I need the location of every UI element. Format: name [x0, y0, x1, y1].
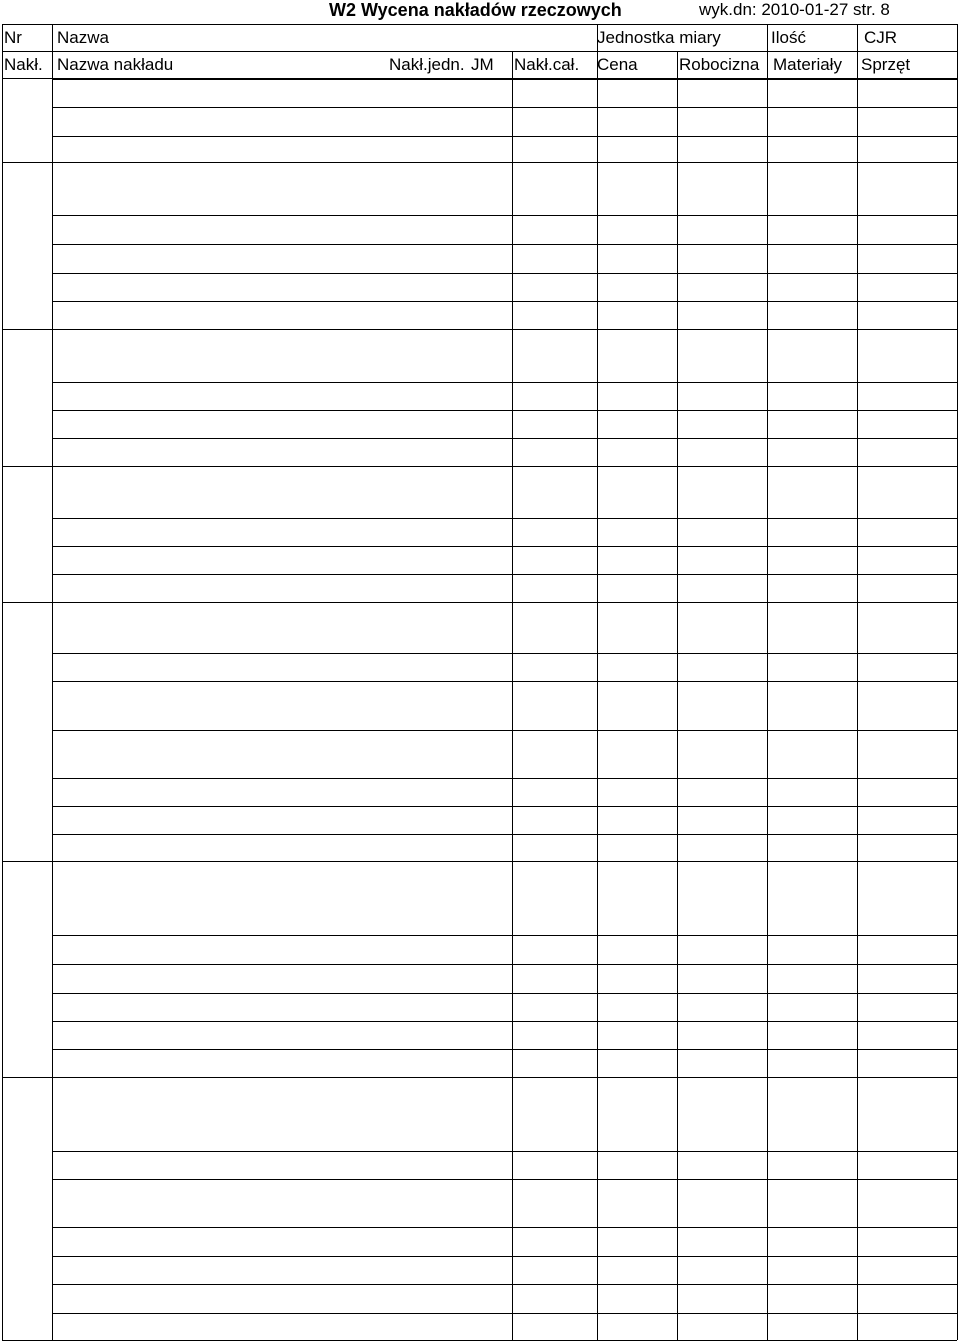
- grid-line: [957, 24, 958, 1340]
- grid-line: [2, 1340, 957, 1341]
- grid-line: [52, 993, 957, 994]
- grid-line: [2, 24, 3, 1340]
- grid-line: [52, 681, 957, 682]
- grid-line: [52, 273, 957, 274]
- col-jm-header: Jednostka miary: [597, 28, 721, 47]
- grid-line: [52, 215, 957, 216]
- grid-line: [52, 1179, 957, 1180]
- grid-line: [52, 806, 957, 807]
- grid-line: [2, 466, 957, 467]
- grid-line: [52, 301, 957, 302]
- col-cena-header: Cena: [597, 55, 638, 74]
- grid-line: [52, 730, 957, 731]
- col-cjr-header: CJR: [864, 28, 898, 47]
- grid-line: [2, 1077, 957, 1078]
- grid-line: [52, 1151, 957, 1152]
- col-nakl-cal-header: Nakł.cał.: [514, 55, 580, 74]
- grid-line: [2, 24, 957, 25]
- col-nr-header: Nr: [4, 28, 22, 47]
- col-nazwa-header: Nazwa: [57, 28, 109, 47]
- grid-line: [52, 1284, 957, 1285]
- grid-line: [2, 162, 957, 163]
- grid-line: [52, 935, 957, 936]
- grid-line: [52, 1256, 957, 1257]
- col-sprzet-header: Sprzęt: [861, 55, 911, 74]
- grid-line: [2, 861, 957, 862]
- grid-line: [52, 438, 957, 439]
- grid-line: [52, 574, 957, 575]
- col-nazwa-nakladu-header: Nazwa nakładu: [57, 55, 174, 74]
- grid-line: [2, 51, 957, 52]
- report-meta: wyk.dn: 2010-01-27 str. 8: [699, 0, 890, 19]
- grid-line: [52, 1313, 957, 1314]
- grid-line: [52, 778, 957, 779]
- grid-line: [52, 518, 957, 519]
- grid-line: [52, 410, 957, 411]
- grid-line: [52, 244, 957, 245]
- grid-line: [52, 964, 957, 965]
- col-nakl-header: Nakł.: [4, 55, 43, 74]
- col-nakl-jedn-header: Nakł.jedn.: [389, 55, 465, 74]
- grid-line: [52, 834, 957, 835]
- grid-line: [2, 329, 957, 330]
- grid-line: [52, 546, 957, 547]
- col-jm2-header: JM: [471, 55, 494, 74]
- grid-line: [52, 79, 957, 80]
- col-materialy-header: Materiały: [773, 55, 842, 74]
- grid-line: [52, 1049, 957, 1050]
- grid-line: [52, 382, 957, 383]
- grid-line: [597, 24, 598, 51]
- col-ilosc-header: Ilość: [771, 28, 806, 47]
- grid-line: [52, 1227, 957, 1228]
- grid-line: [52, 136, 957, 137]
- grid-line: [857, 24, 858, 51]
- grid-line: [52, 24, 53, 51]
- col-robocizna-header: Robocizna: [679, 55, 760, 74]
- grid-line: [52, 107, 957, 108]
- grid-line: [52, 653, 957, 654]
- report-title: W2 Wycena nakładów rzeczowych: [329, 0, 622, 20]
- grid-line: [2, 602, 957, 603]
- grid-line: [767, 24, 768, 51]
- grid-line: [52, 1021, 957, 1022]
